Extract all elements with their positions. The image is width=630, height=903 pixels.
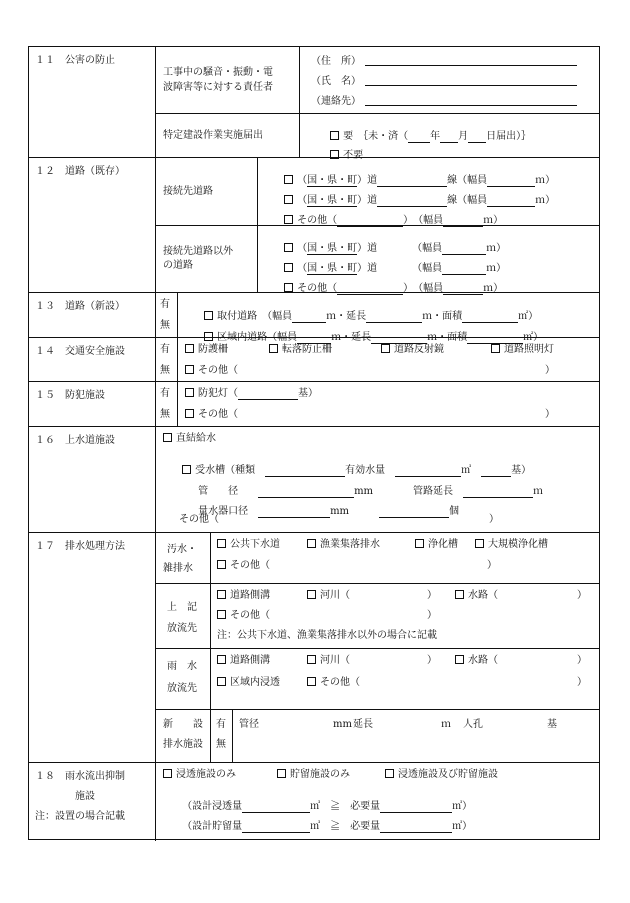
storage-only-checkbox[interactable] xyxy=(277,769,286,778)
receiving-tank-option: 受水槽（種類 有効水量 ㎥ 基） xyxy=(163,453,531,489)
rain-river-option: 河川（ xyxy=(307,655,350,667)
public-sewer-option: 公共下水道 xyxy=(217,539,280,551)
rain-infiltration-checkbox[interactable] xyxy=(217,677,226,686)
discharge-label-line2: 放流先 xyxy=(167,623,197,634)
both-checkbox[interactable] xyxy=(385,769,394,778)
discharge-gutter-checkbox[interactable] xyxy=(217,590,226,599)
address-input[interactable] xyxy=(365,55,577,66)
section-15-no: 無 xyxy=(160,409,170,420)
discharge-channel-option: 水路（ xyxy=(455,590,498,602)
road-row-3-checkbox[interactable] xyxy=(284,215,293,224)
storage-row: （設計貯留量 ㎥ ≧ 必要量 ㎥） xyxy=(182,821,473,832)
road-mirror-option: 道路反射鏡 xyxy=(381,344,444,356)
rain-channel-option: 水路（ xyxy=(455,655,498,667)
access-road-row: 取付道路 （幅員 ｍ・延長 ｍ・面積 ㎡） xyxy=(185,299,538,335)
new-drain-pipe-label: 管径 xyxy=(239,719,259,730)
road-row-3-name-input[interactable] xyxy=(337,216,403,227)
section-16-title: １６ 上水道施設 xyxy=(35,435,115,446)
responsible-label-line1: 工事中の騒音・振動・電 xyxy=(163,67,273,78)
rain-label-line2: 放流先 xyxy=(167,683,197,694)
section-11 xyxy=(29,47,599,161)
rain-gutter-checkbox[interactable] xyxy=(217,655,226,664)
notice-day-input[interactable] xyxy=(468,132,486,143)
notice-year-input[interactable] xyxy=(408,132,430,143)
rain-channel-checkbox[interactable] xyxy=(455,655,464,664)
discharge-other-checkbox[interactable] xyxy=(217,610,226,619)
section-17: １７ 排水処理方法 汚水・ 雑排水 公共下水道 漁業集落排水 浄化槽 大規模浄化槽 その他（ ） 上 記 放流先 道路側溝 河川（ ） 水路（ ） その他（ ） 注：公共下水道、漁業集落排水以外の場合に記載 雨 水 放流先 道路側溝 河川（ ） 水路（ ） 区域内浸透 その他（ ） 新 設 排水施設 有 無 管径 mm 延長 ｍ 人孔 基 xyxy=(29,532,599,762)
pipe-length-input[interactable] xyxy=(463,487,533,498)
security-light-option: 防犯灯（ 基） xyxy=(185,388,318,400)
rain-label-line1: 雨 水 xyxy=(167,661,197,672)
section-17-title: １７ 排水処理方法 xyxy=(35,541,125,552)
name-label: （氏 名） xyxy=(311,76,361,87)
other-road-label-line2: の道路 xyxy=(163,260,193,271)
discharge-river-checkbox[interactable] xyxy=(307,590,316,599)
storage-volume-input[interactable] xyxy=(242,822,310,833)
new-drain-no: 無 xyxy=(216,739,226,750)
storage-only-option: 貯留施設のみ xyxy=(277,769,350,781)
rain-gutter-option: 道路側溝 xyxy=(217,655,270,667)
new-drain-manhole-label: 人孔 xyxy=(463,719,483,730)
water-other-row: その他（ xyxy=(179,514,219,525)
responsible-label-line2: 波障害等に対する責任者 xyxy=(163,82,273,93)
name-input[interactable] xyxy=(365,75,577,86)
notice-label: 特定建設作業実施届出 xyxy=(163,130,263,141)
road-mirror-checkbox[interactable] xyxy=(381,344,390,353)
section-12-title: １２ 道路（既存） xyxy=(35,166,125,177)
discharge-other-option: その他（ xyxy=(217,610,270,622)
meter-diameter-row: 量水器口径 mm 個 xyxy=(198,506,460,517)
sewage-other-checkbox[interactable] xyxy=(217,560,226,569)
contact-label: （連絡先） xyxy=(311,96,361,107)
facility-form xyxy=(28,46,600,840)
sewage-other-option: その他（ xyxy=(217,560,270,572)
pipe-diameter-row: 管 径 mm 管路延長 ｍ xyxy=(198,486,544,497)
meter-count-input[interactable] xyxy=(379,507,449,518)
fall-fence-option: 転落防止柵 xyxy=(269,344,332,356)
section-15: １５ 防犯施設 有 無 防犯灯（ 基） その他（ ） xyxy=(29,381,599,426)
section-13-yes: 有 xyxy=(160,299,170,310)
section-13-title: １３ 道路（新設） xyxy=(35,301,125,312)
guardrail-option: 防護柵 xyxy=(185,344,228,356)
section-12 xyxy=(29,157,599,292)
notice-month-input[interactable] xyxy=(440,132,458,143)
road-lighting-checkbox[interactable] xyxy=(491,344,500,353)
section-13-no: 無 xyxy=(160,320,170,331)
road-row-2: （国・県・町）道 線（幅員 ｍ） xyxy=(265,183,555,219)
road-row-6-checkbox[interactable] xyxy=(284,283,293,292)
safety-other-option: その他（ xyxy=(185,365,238,377)
sewage-label-line2: 雑排水 xyxy=(163,563,193,574)
safety-other-checkbox[interactable] xyxy=(185,365,194,374)
section-18 xyxy=(29,762,599,841)
storage-required-input[interactable] xyxy=(380,822,452,833)
notice-required-row: 要 ｛未・済（ 年 月 日届出）｝ xyxy=(311,119,531,155)
road-row-5: （国・県・町）道 （幅員 ｍ） xyxy=(265,251,506,287)
fishing-village-checkbox[interactable] xyxy=(307,539,316,548)
road-lighting-option: 道路照明灯 xyxy=(491,344,554,356)
road-row-6: その他（ ） （幅員 ｍ） xyxy=(265,271,503,307)
new-drain-length-label: 延長 xyxy=(353,719,373,730)
section-14: １４ 交通安全施設 有 無 防護柵 転落防止柵 道路反射鏡 道路照明灯 その他（ ） xyxy=(29,337,599,381)
direct-supply-option: 直結給水 xyxy=(163,433,216,445)
connect-road-label: 接続先道路 xyxy=(163,186,213,197)
section-18-title-sub: 施設 xyxy=(75,791,95,802)
crime-other-checkbox[interactable] xyxy=(185,409,194,418)
new-drain-label-line2: 排水施設 xyxy=(163,739,203,750)
rain-other-option: その他（ xyxy=(307,677,360,689)
new-drain-yes: 有 xyxy=(216,719,226,730)
fishing-village-option: 漁業集落排水 xyxy=(307,539,380,551)
section-15-title: １５ 防犯施設 xyxy=(35,390,105,401)
infiltration-only-option: 浸透施設のみ xyxy=(163,769,236,781)
section-11-title: １１ 公害の防止 xyxy=(35,55,115,66)
access-road-checkbox[interactable] xyxy=(204,311,213,320)
both-option: 浸透施設及び貯留施設 xyxy=(385,769,498,781)
security-light-count-input[interactable] xyxy=(238,389,298,400)
discharge-gutter-option: 道路側溝 xyxy=(217,590,270,602)
section-18-note: 注：設置の場合記載 xyxy=(35,811,125,822)
road-row-4: （国・県・町）道 （幅員 ｍ） xyxy=(265,231,506,267)
septic-tank-option: 浄化槽 xyxy=(415,539,458,551)
crime-other-option: その他（ xyxy=(185,409,238,421)
meter-diameter-input[interactable] xyxy=(258,507,330,518)
contact-input[interactable] xyxy=(365,95,577,106)
guardrail-checkbox[interactable] xyxy=(185,344,194,353)
security-light-checkbox[interactable] xyxy=(185,388,194,397)
receiving-tank-checkbox[interactable] xyxy=(182,465,191,474)
large-septic-option: 大規模浄化槽 xyxy=(475,539,548,551)
section-13 xyxy=(29,292,599,343)
infiltration-only-checkbox[interactable] xyxy=(163,769,172,778)
road-row-1: （国・県・町）道 線（幅員 ｍ） xyxy=(265,163,555,199)
notice-not-required-row: 不要 xyxy=(311,138,363,174)
infiltration-row: （設計浸透量 ㎥ ≧ 必要量 ㎥） xyxy=(182,801,473,812)
discharge-river-option: 河川（ xyxy=(307,590,350,602)
new-drain-label-line1: 新 設 xyxy=(163,719,203,730)
public-sewer-checkbox[interactable] xyxy=(217,539,226,548)
rain-other-checkbox[interactable] xyxy=(307,677,316,686)
fall-fence-checkbox[interactable] xyxy=(269,344,278,353)
section-14-yes: 有 xyxy=(160,344,170,355)
other-road-label-line1: 接続先道路以外 xyxy=(163,246,233,257)
internal-road-row: 区域内道路（幅員 ｍ・延長 ｍ・面積 ㎡） xyxy=(185,320,543,356)
discharge-channel-checkbox[interactable] xyxy=(455,590,464,599)
address-label: （住 所） xyxy=(311,56,361,67)
large-septic-checkbox[interactable] xyxy=(475,539,484,548)
septic-tank-checkbox[interactable] xyxy=(415,539,424,548)
rain-infiltration-option: 区域内浸透 xyxy=(217,677,280,689)
discharge-note: 注：公共下水道、漁業集落排水以外の場合に記載 xyxy=(217,630,437,641)
road-row-3: その他（ ） （幅員 ｍ） xyxy=(265,203,503,239)
rain-river-checkbox[interactable] xyxy=(307,655,316,664)
section-16: １６ 上水道施設 直結給水 受水槽（種類 有効水量 ㎥ 基） 管 径 mm 管路延長 ｍ 量水器口径 mm 個 その他（ ） xyxy=(29,426,599,532)
section-15-yes: 有 xyxy=(160,388,170,399)
discharge-label-line1: 上 記 xyxy=(167,602,197,613)
section-18-title: １８ 雨水流出抑制 xyxy=(35,771,125,782)
direct-supply-checkbox[interactable] xyxy=(163,433,172,442)
road-row-3-width-input[interactable] xyxy=(443,216,483,227)
section-14-no: 無 xyxy=(160,365,170,376)
section-14-title: １４ 交通安全施設 xyxy=(35,346,125,357)
sewage-label-line1: 汚水・ xyxy=(167,544,197,555)
